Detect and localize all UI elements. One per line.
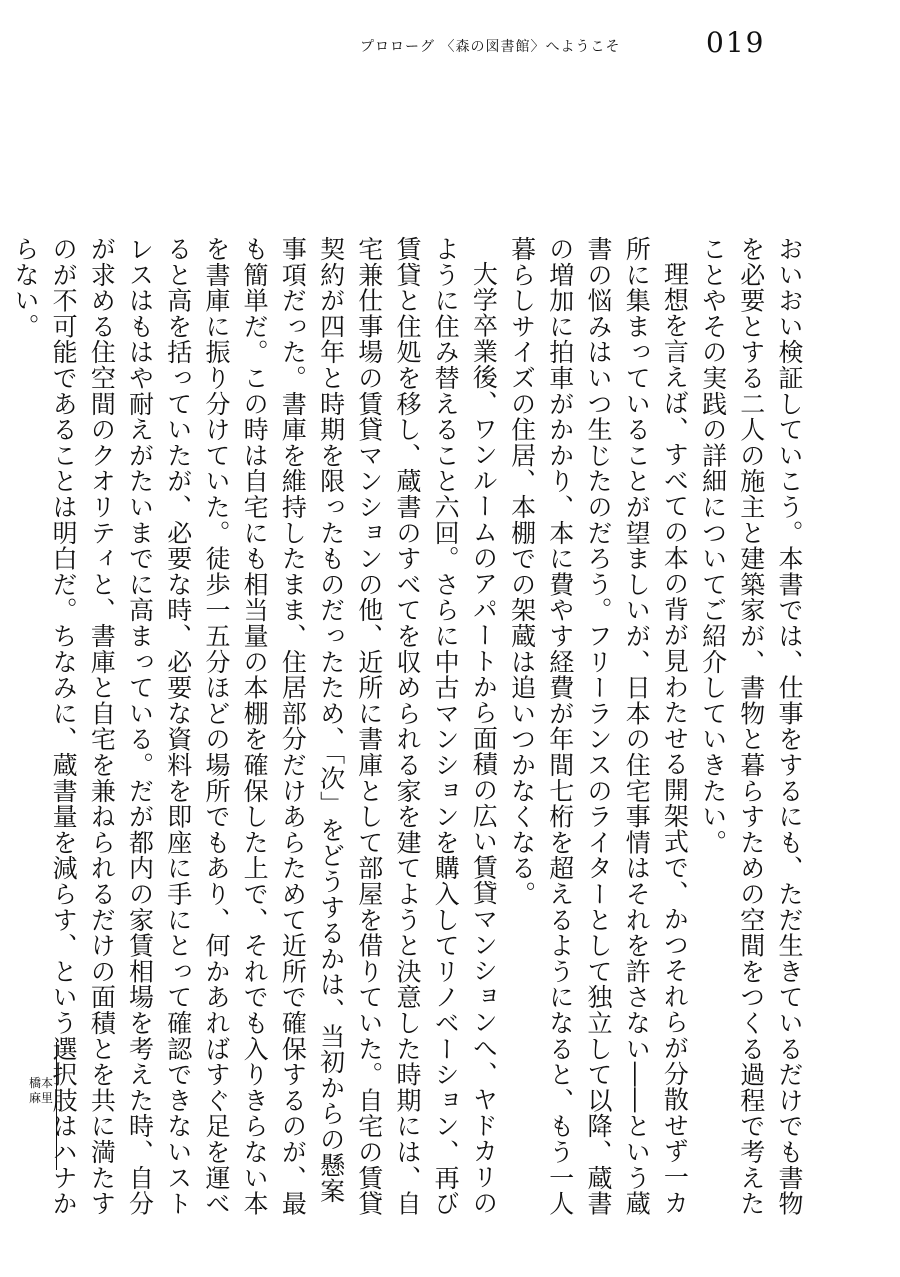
paragraph: 理想を言えば、すべての本の背が見わたせる開架式で、かつそれらが分散せず一カ所に集まっていることが望ましいが、日本の住宅事情はそれを許さない――という蔵書の悩みはいつ生じたのだろう。フリーランスのライターとして独立して以降、蔵書の増加に拍車がかかり、本に費やす経費が年間七桁を超えるようになると、もう一人暮らしサイズの住居、本棚での架蔵は追いつかなくなる。 [507, 236, 690, 1217]
author-name: 橋本 麻里 [28, 1076, 53, 1105]
paragraph: おいおい検証していこう。本書では、仕事をするにも、ただ生きているだけでも書物を必要とする二人の施主と建築家が、書物と暮らすための空間をつくる過程で考えたことやその実践の詳細についてご紹介していきたい。 [698, 236, 804, 1217]
page-number: 019 [706, 26, 766, 59]
running-header-title: プロローグ 〈森の図書館〉へようこそ [360, 39, 621, 55]
paragraph: 大学卒業後、ワンルームのアパートから面積の広い賃貸マンションへ、ヤドカリのように住み替えること六回。さらに中古マンションを購入してリノベーション、再び賃貸と住処を移し、蔵書のすべてを収められる家を建てようと決意した時期には、自宅兼仕事場の賃貸マンションの他、近所に書庫として部屋を借りていた。自宅の賃貸契約が四年と時期を限ったものだったため、「次」をどうするかは、当初からの懸案事項だった。書庫を維持したまま、住居部分だけあらためて近所で確保するのが、最も簡単だ。この時は自宅にも相当量の本棚を確保した上で、それでも入りきらない本を書庫に振り分けていた。徒歩一五分ほどの場所でもあり、何かあればすぐ足を運べると高を括っていたが、必要な時、必要な資料を即座に手にとって確認できないストレスはもはや耐えがたいまでに高まっている。だが都内の家賃相場を考えた時、自分が求める住空間のクオリティと、書庫と自宅を兼ねられるだけの面積とを共に満たすのが不可能であることは明白だ。ちなみに、蔵書量を減らす、という選択肢はハナからない。 [10, 236, 499, 1217]
body-text [6, 236, 808, 1226]
author-divider-rule [56, 1042, 57, 1170]
